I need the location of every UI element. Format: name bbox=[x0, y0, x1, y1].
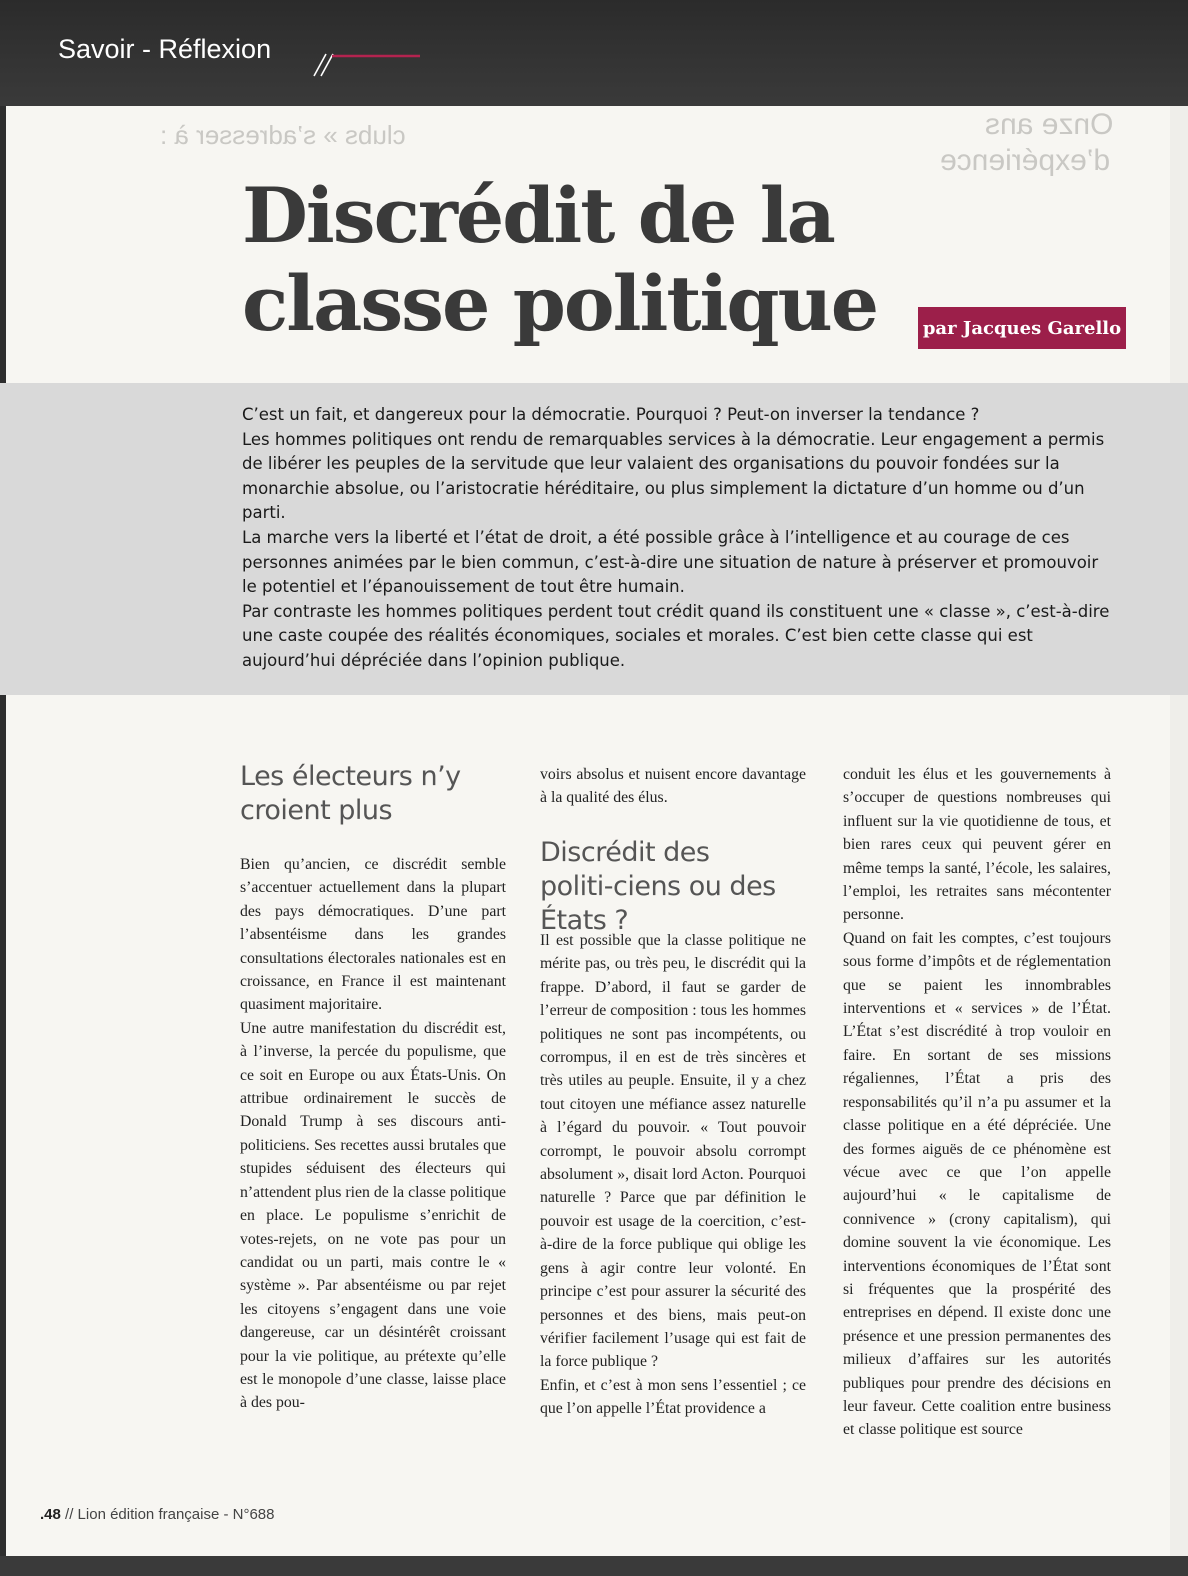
lead-paragraph: La marche vers la liberté et l’état de droit, a été possible grâce à l’intelligence et au courage de ces personnes animées par le bien commun, c’est-à-dire une situation de nature à préserver et promouvoir le potentiel et l’épanouissement de tout être humain. bbox=[242, 527, 1099, 597]
slash-decoration-icon bbox=[312, 50, 422, 78]
author-badge: par Jacques Garello bbox=[918, 307, 1126, 349]
footer-separator: // bbox=[65, 1506, 74, 1523]
lead-paragraph: C’est un fait, et dangereux pour la démocratie. Pourquoi ? Peut-on inverser la tendance ? bbox=[242, 405, 980, 424]
bleed-through-text: d’expérience bbox=[940, 144, 1111, 177]
page-footer bbox=[40, 1506, 275, 1523]
column-2-continuation bbox=[540, 763, 806, 810]
subheading: Les électeurs n’y croient plus bbox=[240, 761, 461, 826]
article-lead bbox=[242, 403, 1117, 674]
right-edge bbox=[1170, 0, 1188, 1576]
left-edge-shadow bbox=[0, 106, 6, 1556]
section-header-bar bbox=[0, 0, 1188, 106]
bleed-through-text: Onze ans bbox=[985, 108, 1114, 141]
body-paragraph: Enfin, et c’est à mon sens l’essentiel ; ce que l’on appelle l’État providence a bbox=[540, 1376, 806, 1418]
body-paragraph: Une autre manifestation du discrédit est, à l’inverse, la percée du populisme, que ce soit en Europe ou aux États-Unis. On attribue ordinairement le succès de Donald Trump à ses discours anti-politiciens. Ses recettes aussi brutales que stupides séduisent des électeurs qui n’attendent plus rien de la classe politique en place. Le populisme s’enrichit de votes-rejets, on ne vote pas pour un candidat ou un parti, mais contre le « système ». Par absentéisme ou par rejet les citoyens s’engagent dans une voie dangereuse, car un désintérêt croissant pour la vie politique, au prétexte qu’elle est le monopole d’une classe, laisse place à des pou- bbox=[240, 1019, 506, 1412]
subheading: Discrédit des politi-ciens ou des États ? bbox=[540, 837, 776, 936]
body-paragraph: Quand on fait les comptes, c’est toujours sous forme d’impôts et de réglementation que se paient les innombrables interventions et « services » de l’État. L’État s’est discrédité à trop vouloir en faire. En sortant de ses missions régaliennes, l’État a pris des responsabilités qu’il n’a pu assumer et la classe politique en a été dépréciée. Une des formes aiguës de ce phénomène est vécue avec ce que l’on appelle aujourd’hui « le capitalisme de connivence » (crony capitalism), qui domine souvent la vie économique. Les interventions économiques de l’État sont si fréquentes que la prospérité des entreprises en dépend. Il existe donc une présence et une pression permanentes des milieux d’affaires sur les autorités publiques pour prendre des décisions en leur faveur. Cette coalition entre business et classe politique est source bbox=[843, 929, 1111, 1439]
bleed-through-text: clubs » s’adresser à : bbox=[160, 120, 406, 150]
lead-paragraph: Les hommes politiques ont rendu de remarquables services à la démocratie. Leur engagement a permis de libérer les peuples de la servitude que leur valaient des organisations du pouvoir fondées sur la monarchie absolue, ou l’aristocratie héréditaire, ou plus simplement la dictature d’un homme ou d’un parti. bbox=[242, 429, 1105, 523]
publication-name: Lion édition française - N°688 bbox=[77, 1506, 275, 1523]
page-number: .48 bbox=[40, 1506, 61, 1523]
article-title: Discrédit de la classe politique bbox=[242, 171, 878, 348]
body-paragraph: Il est possible que la classe politique ne mérite pas, ou très peu, le discrédit qui la frappe. D’abord, il faut se garder de l’erreur de composition : tous les hommes politiques ne sont pas incompétents, ou corrompus, il en est de très sincères et très utiles au peuple. Ensuite, il y a chez tout citoyen une méfiance assez naturelle à l’égard du pouvoir. « Tout pouvoir corrompt, le pouvoir absolu corrompt absolument », disait lord Acton. Pourquoi naturelle ? Parce que par définition le pouvoir est usage de la coercition, c’est-à-dire de la force publique qui oblige les gens à agir contre leur volonté. En principe c’est pour assurer la sécurité des personnes et des biens, mais peut-on vérifier facilement l’usage qui est fait de la force publique ? bbox=[540, 932, 806, 1371]
column-3 bbox=[843, 763, 1111, 1442]
body-paragraph: Bien qu’ancien, ce discrédit semble s’accentuer actuellement dans la plupart des pays démocratiques. D’une part l’absentéisme dans les grandes consultations électorales nationales est en croissance, en France il est maintenant quasiment majoritaire. bbox=[240, 856, 506, 1014]
section-label: Savoir - Réflexion bbox=[58, 34, 272, 64]
bottom-bar bbox=[0, 1556, 1188, 1576]
body-paragraph: voirs absolus et nuisent encore davantage à la qualité des élus. bbox=[540, 766, 806, 807]
column-1 bbox=[240, 853, 506, 1415]
column-2 bbox=[540, 929, 806, 1421]
body-paragraph: conduit les élus et les gouvernements à s’occuper de questions nombreuses qui influent sur la vie quotidienne de tous, et bien rares ceux qui peuvent gérer en même temps la santé, l’école, les salaires, l’emploi, les retraites sans mécontenter personne. bbox=[843, 766, 1111, 924]
lead-paragraph: Par contraste les hommes politiques perdent tout crédit quand ils constituent une « classe », c’est-à-dire une caste coupée des réalités économiques, sociales et morales. C’est bien cette classe qui est aujourd’hui dépréciée dans l’opinion publique. bbox=[242, 601, 1110, 670]
